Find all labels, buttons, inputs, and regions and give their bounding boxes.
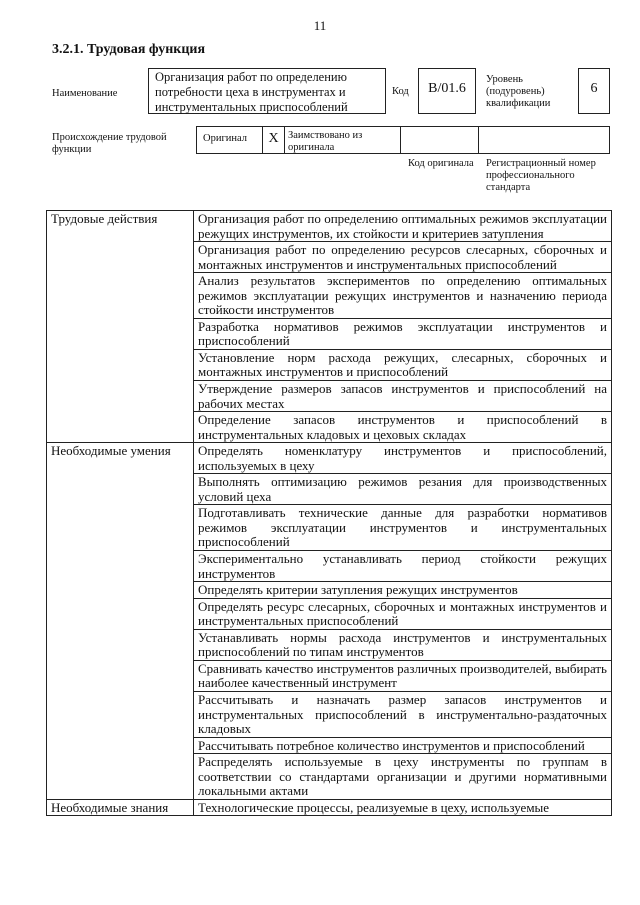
item-cell: Организация работ по определению ресурсов слесарных, сборочных и монтажных инструментов и инструментальных приспособлений (194, 242, 612, 273)
function-name-box: Организация работ по определению потребности цеха в инструментах и инструментальных приспособлений (148, 68, 386, 114)
item-cell: Технологические процессы, реализуемые в цеху, используемые (194, 799, 612, 816)
original-mark: X (263, 127, 285, 153)
borrowed-label: Заимствовано из оригинала (285, 127, 401, 153)
item-cell: Установление норм расхода режущих, слесарных, сборочных и монтажных инструментов и приспособлений (194, 349, 612, 380)
item-cell: Распределять используемые в цеху инструменты по группам в соответствии со стандартами организации и другими нормативными локальными актами (194, 754, 612, 800)
item-cell: Рассчитывать и назначать размер запасов инструментов и инструментальных приспособлений в инструментально-раздаточных кладовых (194, 691, 612, 737)
level-label: Уровень (подуровень) квалификации (486, 74, 551, 110)
original-label: Оригинал (197, 127, 263, 153)
item-cell: Определять критерии затупления режущих инструментов (194, 582, 612, 599)
category-cell: Необходимые знания (47, 799, 194, 816)
item-cell: Рассчитывать потребное количество инструментов и приспособлений (194, 737, 612, 754)
table-row (47, 799, 612, 816)
code-label: Код (392, 86, 409, 97)
table-row (47, 443, 612, 474)
reg-number-cell (479, 127, 609, 153)
function-table (46, 210, 612, 816)
origin-label: Происхождение трудовой функции (52, 132, 167, 156)
item-cell: Экспериментально устанавливать период стойкости режущих инструментов (194, 551, 612, 582)
table-row (47, 211, 612, 242)
item-cell: Организация работ по определению оптимальных режимов эксплуатации режущих инструментов, их стойкости и критериев затупления (194, 211, 612, 242)
page-number: 11 (313, 18, 327, 33)
reg-number-caption: Регистрационный номер профессионального стандарта (486, 158, 596, 194)
section-title: 3.2.1. Трудовая функция (52, 42, 206, 57)
item-cell: Утверждение размеров запасов инструментов и приспособлений на рабочих местах (194, 381, 612, 412)
name-label: Наименование (52, 88, 118, 99)
item-cell: Определение запасов инструментов и приспособлений в инструментальных кладовых и цеховых складах (194, 412, 612, 443)
item-cell: Выполнять оптимизацию режимов резания для производственных условий цеха (194, 474, 612, 505)
item-cell: Сравнивать качество инструментов различных производителей, выбирать наиболее качественный инструмент (194, 660, 612, 691)
origin-row (196, 126, 610, 154)
code-original-caption: Код оригинала (408, 158, 474, 169)
category-cell: Трудовые действия (47, 211, 194, 443)
item-cell: Устанавливать нормы расхода инструментов и инструментальных приспособлений по типам инструментов (194, 629, 612, 660)
category-cell: Необходимые умения (47, 443, 194, 800)
item-cell: Определять номенклатуру инструментов и приспособлений, используемых в цеху (194, 443, 612, 474)
code-original-cell (401, 127, 479, 153)
item-cell: Разработка нормативов режимов эксплуатации инструментов и приспособлений (194, 318, 612, 349)
item-cell: Подготавливать технические данные для разработки нормативов режимов эксплуатации инструментов и инструментальных приспособлений (194, 505, 612, 551)
item-cell: Определять ресурс слесарных, сборочных и монтажных инструментов и инструментальных приспособлений (194, 598, 612, 629)
item-cell: Анализ результатов экспериментов по определению оптимальных режимов эксплуатации режущих инструментов и назначению периода стойкости инструментов (194, 273, 612, 319)
code-value-box: В/01.6 (418, 68, 476, 114)
level-value-box: 6 (578, 68, 610, 114)
